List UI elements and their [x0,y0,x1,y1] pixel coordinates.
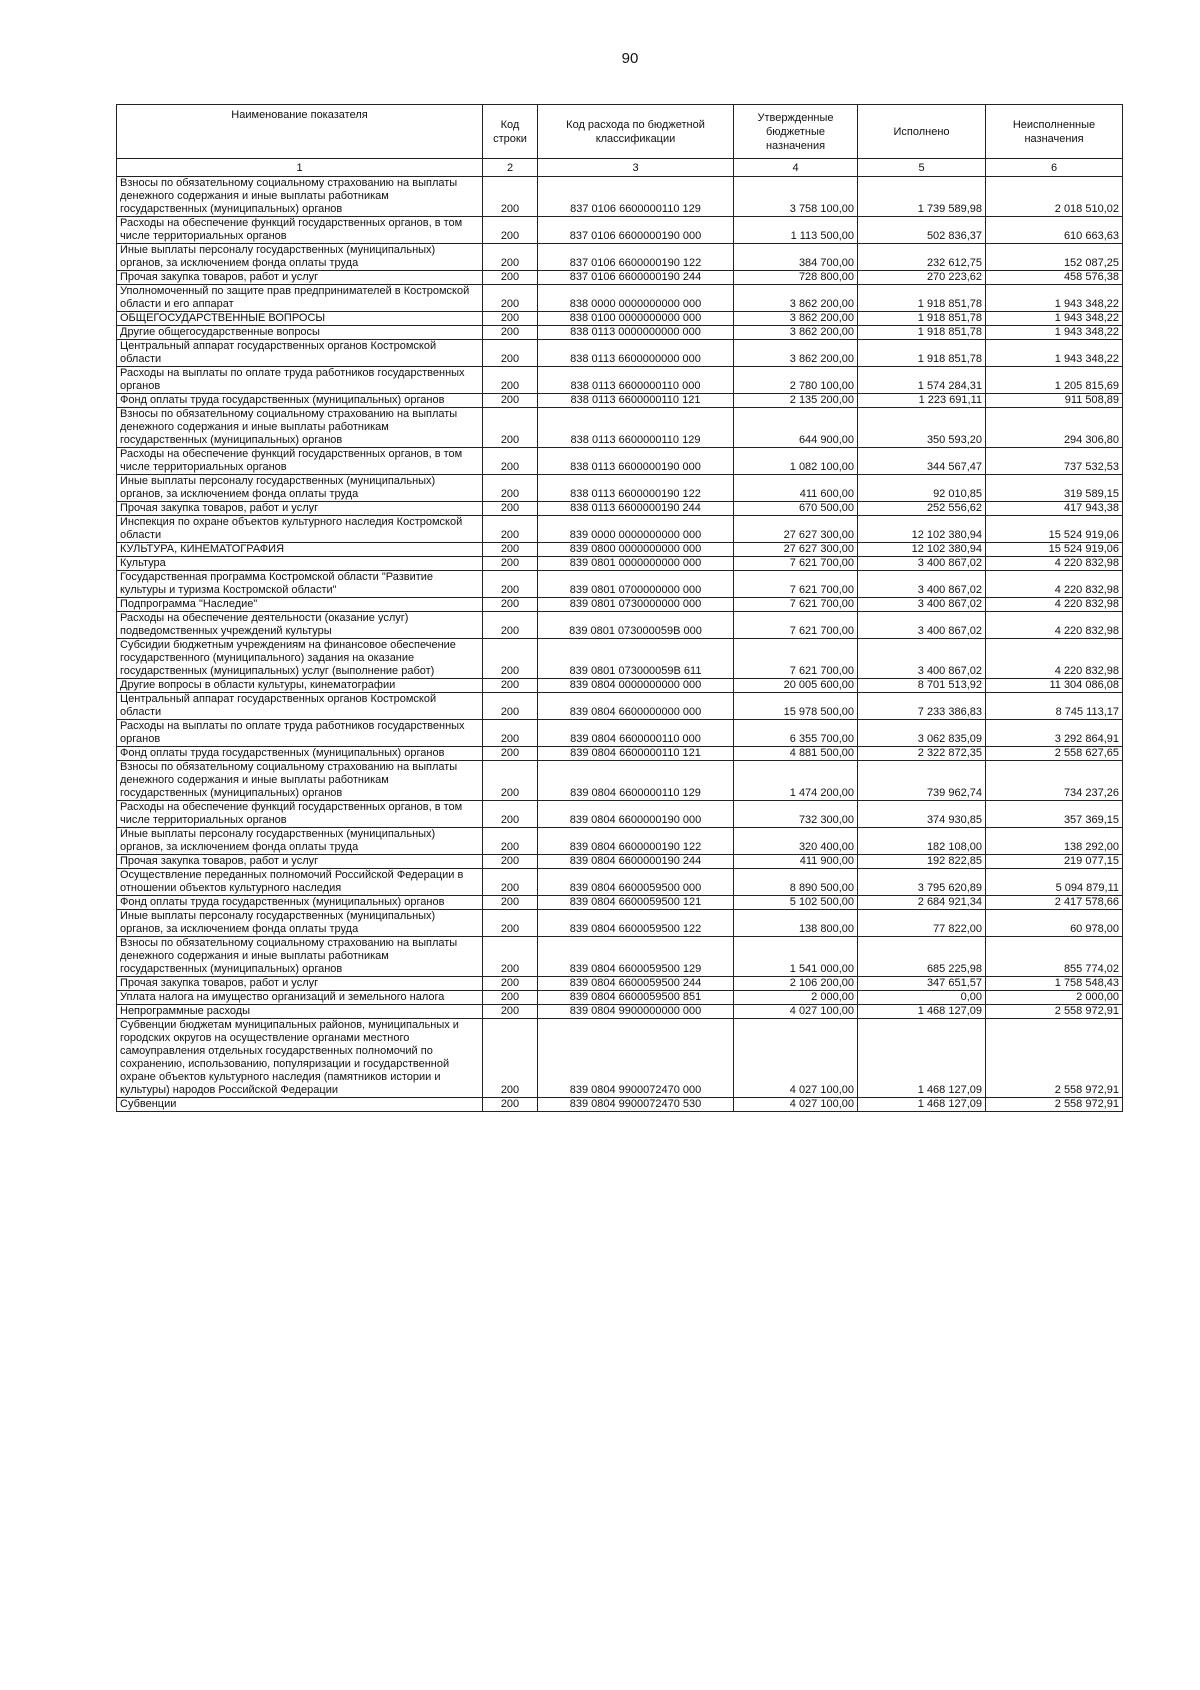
table-row [117,502,1123,516]
budget-classification-code: 839 0804 6600059500 851 [538,991,734,1005]
line-code: 200 [483,1005,538,1019]
indicator-name: Расходы на выплаты по оплате труда работников государственных органов [117,720,483,747]
executed-amount: 685 225,98 [858,937,986,977]
indicator-name: Субвенции бюджетам муниципальных районов, муниципальных и городских округов на осуществление органами местного самоуправления отдельных государственных полномочий по сохранению, использованию, популяризации и государственной охране объектов культурного наследия (памятников истории и культуры) народов Российской Федерации [117,1019,483,1098]
budget-classification-code: 839 0804 6600000000 000 [538,693,734,720]
unexecuted-amount: 1 943 348,22 [986,312,1123,326]
approved-amount: 6 355 700,00 [734,720,858,747]
approved-amount: 4 027 100,00 [734,1005,858,1019]
table-row [117,271,1123,285]
unexecuted-amount: 911 508,89 [986,394,1123,408]
budget-classification-code: 839 0804 6600000190 244 [538,855,734,869]
unexecuted-amount: 1 943 348,22 [986,326,1123,340]
approved-amount: 644 900,00 [734,408,858,448]
unexecuted-amount: 4 220 832,98 [986,571,1123,598]
indicator-name: Прочая закупка товаров, работ и услуг [117,977,483,991]
budget-classification-code: 838 0113 0000000000 000 [538,326,734,340]
table-row [117,747,1123,761]
unexecuted-amount: 2 018 510,02 [986,177,1123,217]
indicator-name: Непрограммные расходы [117,1005,483,1019]
executed-amount: 1 468 127,09 [858,1098,986,1112]
column-header: Код расхода по бюджетной классификации [538,105,734,159]
budget-classification-code: 839 0801 0000000000 000 [538,557,734,571]
unexecuted-amount: 1 943 348,22 [986,340,1123,367]
budget-classification-code: 839 0804 6600059500 000 [538,869,734,896]
executed-amount: 1 468 127,09 [858,1019,986,1098]
executed-amount: 1 468 127,09 [858,1005,986,1019]
indicator-name: Прочая закупка товаров, работ и услуг [117,502,483,516]
executed-amount: 77 822,00 [858,910,986,937]
line-code: 200 [483,1098,538,1112]
approved-amount: 2 106 200,00 [734,977,858,991]
budget-classification-code: 839 0804 6600000110 129 [538,761,734,801]
executed-amount: 3 062 835,09 [858,720,986,747]
table-row [117,720,1123,747]
indicator-name: Другие общегосударственные вопросы [117,326,483,340]
table-row [117,571,1123,598]
budget-classification-code: 838 0113 6600000000 000 [538,340,734,367]
approved-amount: 2 780 100,00 [734,367,858,394]
unexecuted-amount: 15 524 919,06 [986,543,1123,557]
table-row [117,612,1123,639]
executed-amount: 3 795 620,89 [858,869,986,896]
line-code: 200 [483,639,538,679]
table-row [117,896,1123,910]
column-header: Код строки [483,105,538,159]
indicator-name: Уполномоченный по защите прав предпринимателей в Костромской области и его аппарат [117,285,483,312]
approved-amount: 4 881 500,00 [734,747,858,761]
table-row [117,340,1123,367]
budget-classification-code: 837 0106 6600000190 244 [538,271,734,285]
approved-amount: 5 102 500,00 [734,896,858,910]
column-number: 1 [117,159,483,177]
approved-amount: 138 800,00 [734,910,858,937]
executed-amount: 350 593,20 [858,408,986,448]
unexecuted-amount: 319 589,15 [986,475,1123,502]
table-row [117,977,1123,991]
approved-amount: 27 627 300,00 [734,543,858,557]
line-code: 200 [483,571,538,598]
indicator-name: Фонд оплаты труда государственных (муниципальных) органов [117,896,483,910]
approved-amount: 732 300,00 [734,801,858,828]
table-row [117,761,1123,801]
approved-amount: 8 890 500,00 [734,869,858,896]
approved-amount: 27 627 300,00 [734,516,858,543]
table-row [117,516,1123,543]
budget-classification-code: 838 0113 6600000190 000 [538,448,734,475]
table-row [117,1098,1123,1112]
unexecuted-amount: 357 369,15 [986,801,1123,828]
approved-amount: 7 621 700,00 [734,571,858,598]
unexecuted-amount: 152 087,25 [986,244,1123,271]
approved-amount: 20 005 600,00 [734,679,858,693]
executed-amount: 1 918 851,78 [858,285,986,312]
unexecuted-amount: 5 094 879,11 [986,869,1123,896]
executed-amount: 92 010,85 [858,475,986,502]
budget-classification-code: 838 0000 0000000000 000 [538,285,734,312]
budget-classification-code: 839 0804 9900072470 530 [538,1098,734,1112]
budget-classification-code: 838 0113 6600000110 121 [538,394,734,408]
line-code: 200 [483,312,538,326]
table-row [117,312,1123,326]
executed-amount: 232 612,75 [858,244,986,271]
unexecuted-amount: 2 000,00 [986,991,1123,1005]
table-row [117,910,1123,937]
approved-amount: 2 135 200,00 [734,394,858,408]
budget-classification-code: 839 0804 6600059500 129 [538,937,734,977]
budget-classification-code: 839 0804 9900072470 000 [538,1019,734,1098]
line-code: 200 [483,937,538,977]
budget-classification-code: 839 0801 0700000000 000 [538,571,734,598]
unexecuted-amount: 11 304 086,08 [986,679,1123,693]
budget-classification-code: 839 0804 6600000110 000 [538,720,734,747]
budget-classification-code: 839 0801 073000059В 000 [538,612,734,639]
approved-amount: 411 600,00 [734,475,858,502]
indicator-name: Взносы по обязательному социальному страхованию на выплаты денежного содержания и иные выплаты работникам государственных (муниципальных) органов [117,937,483,977]
unexecuted-amount: 855 774,02 [986,937,1123,977]
executed-amount: 739 962,74 [858,761,986,801]
approved-amount: 728 800,00 [734,271,858,285]
line-code: 200 [483,516,538,543]
indicator-name: Фонд оплаты труда государственных (муниципальных) органов [117,394,483,408]
budget-classification-code: 838 0113 6600000190 122 [538,475,734,502]
executed-amount: 12 102 380,94 [858,516,986,543]
budget-classification-code: 839 0804 6600059500 121 [538,896,734,910]
approved-amount: 7 621 700,00 [734,639,858,679]
indicator-name: Иные выплаты персоналу государственных (муниципальных) органов, за исключением фонда оплаты труда [117,244,483,271]
budget-classification-code: 839 0801 073000059В 611 [538,639,734,679]
line-code: 200 [483,828,538,855]
indicator-name: Расходы на выплаты по оплате труда работников государственных органов [117,367,483,394]
indicator-name: Осуществление переданных полномочий Российской Федерации в отношении объектов культурного наследия [117,869,483,896]
unexecuted-amount: 2 558 972,91 [986,1019,1123,1098]
approved-amount: 411 900,00 [734,855,858,869]
unexecuted-amount: 294 306,80 [986,408,1123,448]
indicator-name: Иные выплаты персоналу государственных (муниципальных) органов, за исключением фонда оплаты труда [117,475,483,502]
indicator-name: Иные выплаты персоналу государственных (муниципальных) органов, за исключением фонда оплаты труда [117,828,483,855]
indicator-name: Фонд оплаты труда государственных (муниципальных) органов [117,747,483,761]
unexecuted-amount: 3 292 864,91 [986,720,1123,747]
approved-amount: 1 474 200,00 [734,761,858,801]
indicator-name: Расходы на обеспечение функций государственных органов, в том числе территориальных органов [117,801,483,828]
column-number: 5 [858,159,986,177]
executed-amount: 347 651,57 [858,977,986,991]
line-code: 200 [483,679,538,693]
table-row [117,408,1123,448]
approved-amount: 4 027 100,00 [734,1098,858,1112]
executed-amount: 2 684 921,34 [858,896,986,910]
approved-amount: 15 978 500,00 [734,693,858,720]
line-code: 200 [483,720,538,747]
indicator-name: Взносы по обязательному социальному страхованию на выплаты денежного содержания и иные выплаты работникам государственных (муниципальных) органов [117,408,483,448]
executed-amount: 3 400 867,02 [858,639,986,679]
executed-amount: 252 556,62 [858,502,986,516]
executed-amount: 12 102 380,94 [858,543,986,557]
executed-amount: 192 822,85 [858,855,986,869]
table-row [117,855,1123,869]
column-header: Исполнено [858,105,986,159]
executed-amount: 3 400 867,02 [858,557,986,571]
column-number: 6 [986,159,1123,177]
executed-amount: 374 930,85 [858,801,986,828]
executed-amount: 7 233 386,83 [858,693,986,720]
line-code: 200 [483,217,538,244]
indicator-name: Другие вопросы в области культуры, кинематографии [117,679,483,693]
page-number: 90 [621,50,639,67]
column-header: Неисполненные назначения [986,105,1123,159]
indicator-name: Культура [117,557,483,571]
line-code: 200 [483,408,538,448]
approved-amount: 4 027 100,00 [734,1019,858,1098]
column-number-row [117,159,1123,177]
line-code: 200 [483,896,538,910]
executed-amount: 1 739 589,98 [858,177,986,217]
executed-amount: 3 400 867,02 [858,612,986,639]
line-code: 200 [483,855,538,869]
unexecuted-amount: 417 943,38 [986,502,1123,516]
unexecuted-amount: 2 558 627,65 [986,747,1123,761]
budget-classification-code: 839 0804 6600059500 244 [538,977,734,991]
line-code: 200 [483,977,538,991]
indicator-name: Подпрограмма "Наследие" [117,598,483,612]
table-row [117,394,1123,408]
approved-amount: 670 500,00 [734,502,858,516]
indicator-name: ОБЩЕГОСУДАРСТВЕННЫЕ ВОПРОСЫ [117,312,483,326]
table-row [117,937,1123,977]
approved-amount: 3 862 200,00 [734,285,858,312]
unexecuted-amount: 610 663,63 [986,217,1123,244]
approved-amount: 3 758 100,00 [734,177,858,217]
budget-classification-code: 839 0000 0000000000 000 [538,516,734,543]
line-code: 200 [483,869,538,896]
unexecuted-amount: 60 978,00 [986,910,1123,937]
line-code: 200 [483,991,538,1005]
table-row [117,1005,1123,1019]
unexecuted-amount: 219 077,15 [986,855,1123,869]
budget-classification-code: 837 0106 6600000110 129 [538,177,734,217]
line-code: 200 [483,244,538,271]
line-code: 200 [483,1019,538,1098]
table-row [117,448,1123,475]
approved-amount: 1 082 100,00 [734,448,858,475]
unexecuted-amount: 1 758 548,43 [986,977,1123,991]
indicator-name: Субсидии бюджетным учреждениям на финансовое обеспечение государственного (муниципального) задания на оказание государственных (муниципальных) услуг (выполнение работ) [117,639,483,679]
budget-classification-code: 839 0804 9900000000 000 [538,1005,734,1019]
column-header: Утвержденные бюджетные назначения [734,105,858,159]
unexecuted-amount: 1 205 815,69 [986,367,1123,394]
approved-amount: 3 862 200,00 [734,340,858,367]
table-body [117,177,1123,1112]
table-row [117,598,1123,612]
indicator-name: Прочая закупка товаров, работ и услуг [117,855,483,869]
table-row [117,801,1123,828]
unexecuted-amount: 4 220 832,98 [986,612,1123,639]
line-code: 200 [483,747,538,761]
table-row [117,991,1123,1005]
indicator-name: Инспекция по охране объектов культурного наследия Костромской области [117,516,483,543]
line-code: 200 [483,475,538,502]
indicator-name: Центральный аппарат государственных органов Костромской области [117,340,483,367]
budget-classification-code: 839 0804 6600059500 122 [538,910,734,937]
unexecuted-amount: 15 524 919,06 [986,516,1123,543]
executed-amount: 2 322 872,35 [858,747,986,761]
approved-amount: 1 113 500,00 [734,217,858,244]
table-row [117,475,1123,502]
budget-classification-code: 839 0804 6600000190 122 [538,828,734,855]
line-code: 200 [483,394,538,408]
budget-classification-code: 838 0113 6600000110 000 [538,367,734,394]
table-row [117,639,1123,679]
executed-amount: 1 574 284,31 [858,367,986,394]
table-row [117,244,1123,271]
executed-amount: 502 836,37 [858,217,986,244]
table-row [117,177,1123,217]
approved-amount: 3 862 200,00 [734,312,858,326]
indicator-name: Расходы на обеспечение деятельности (оказание услуг) подведомственных учреждений культуры [117,612,483,639]
executed-amount: 344 567,47 [858,448,986,475]
indicator-name: Субвенции [117,1098,483,1112]
budget-execution-table [116,104,1123,1112]
executed-amount: 3 400 867,02 [858,598,986,612]
table-row [117,367,1123,394]
unexecuted-amount: 4 220 832,98 [986,639,1123,679]
unexecuted-amount: 138 292,00 [986,828,1123,855]
line-code: 200 [483,502,538,516]
table-row [117,543,1123,557]
budget-classification-code: 839 0804 6600000110 121 [538,747,734,761]
budget-classification-code: 838 0113 6600000110 129 [538,408,734,448]
line-code: 200 [483,801,538,828]
table-row [117,1019,1123,1098]
table-row [117,326,1123,340]
indicator-name: Расходы на обеспечение функций государственных органов, в том числе территориальных органов [117,448,483,475]
line-code: 200 [483,761,538,801]
unexecuted-amount: 2 417 578,66 [986,896,1123,910]
approved-amount: 7 621 700,00 [734,557,858,571]
table-row [117,679,1123,693]
executed-amount: 3 400 867,02 [858,571,986,598]
unexecuted-amount: 8 745 113,17 [986,693,1123,720]
line-code: 200 [483,693,538,720]
indicator-name: Иные выплаты персоналу государственных (муниципальных) органов, за исключением фонда оплаты труда [117,910,483,937]
approved-amount: 320 400,00 [734,828,858,855]
approved-amount: 3 862 200,00 [734,326,858,340]
column-number: 3 [538,159,734,177]
executed-amount: 1 918 851,78 [858,312,986,326]
indicator-name: Центральный аппарат государственных органов Костромской области [117,693,483,720]
line-code: 200 [483,285,538,312]
executed-amount: 182 108,00 [858,828,986,855]
line-code: 200 [483,340,538,367]
budget-classification-code: 839 0801 0730000000 000 [538,598,734,612]
indicator-name: Взносы по обязательному социальному страхованию на выплаты денежного содержания и иные выплаты работникам государственных (муниципальных) органов [117,761,483,801]
approved-amount: 7 621 700,00 [734,598,858,612]
executed-amount: 0,00 [858,991,986,1005]
line-code: 200 [483,367,538,394]
unexecuted-amount: 734 237,26 [986,761,1123,801]
budget-classification-code: 838 0100 0000000000 000 [538,312,734,326]
budget-classification-code: 839 0804 0000000000 000 [538,679,734,693]
column-header: Наименование показателя [117,105,483,159]
unexecuted-amount: 2 558 972,91 [986,1098,1123,1112]
line-code: 200 [483,910,538,937]
line-code: 200 [483,543,538,557]
unexecuted-amount: 458 576,38 [986,271,1123,285]
table-row [117,285,1123,312]
table-row [117,557,1123,571]
approved-amount: 7 621 700,00 [734,612,858,639]
line-code: 200 [483,612,538,639]
unexecuted-amount: 737 532,53 [986,448,1123,475]
line-code: 200 [483,448,538,475]
unexecuted-amount: 2 558 972,91 [986,1005,1123,1019]
column-number: 4 [734,159,858,177]
indicator-name: Уплата налога на имущество организаций и земельного налога [117,991,483,1005]
indicator-name: Государственная программа Костромской области "Развитие культуры и туризма Костромской области" [117,571,483,598]
indicator-name: Прочая закупка товаров, работ и услуг [117,271,483,285]
budget-classification-code: 839 0800 0000000000 000 [538,543,734,557]
line-code: 200 [483,598,538,612]
budget-classification-code: 837 0106 6600000190 000 [538,217,734,244]
budget-classification-code: 837 0106 6600000190 122 [538,244,734,271]
approved-amount: 2 000,00 [734,991,858,1005]
approved-amount: 1 541 000,00 [734,937,858,977]
unexecuted-amount: 1 943 348,22 [986,285,1123,312]
line-code: 200 [483,326,538,340]
table-row [117,869,1123,896]
header-row [117,105,1123,159]
indicator-name: Взносы по обязательному социальному страхованию на выплаты денежного содержания и иные выплаты работникам государственных (муниципальных) органов [117,177,483,217]
executed-amount: 8 701 513,92 [858,679,986,693]
line-code: 200 [483,557,538,571]
unexecuted-amount: 4 220 832,98 [986,598,1123,612]
table-row [117,217,1123,244]
budget-classification-code: 839 0804 6600000190 000 [538,801,734,828]
table-row [117,828,1123,855]
table-row [117,693,1123,720]
column-number: 2 [483,159,538,177]
executed-amount: 1 918 851,78 [858,326,986,340]
approved-amount: 384 700,00 [734,244,858,271]
indicator-name: Расходы на обеспечение функций государственных органов, в том числе территориальных органов [117,217,483,244]
budget-classification-code: 838 0113 6600000190 244 [538,502,734,516]
executed-amount: 1 223 691,11 [858,394,986,408]
executed-amount: 270 223,62 [858,271,986,285]
line-code: 200 [483,177,538,217]
executed-amount: 1 918 851,78 [858,340,986,367]
line-code: 200 [483,271,538,285]
unexecuted-amount: 4 220 832,98 [986,557,1123,571]
indicator-name: КУЛЬТУРА, КИНЕМАТОГРАФИЯ [117,543,483,557]
